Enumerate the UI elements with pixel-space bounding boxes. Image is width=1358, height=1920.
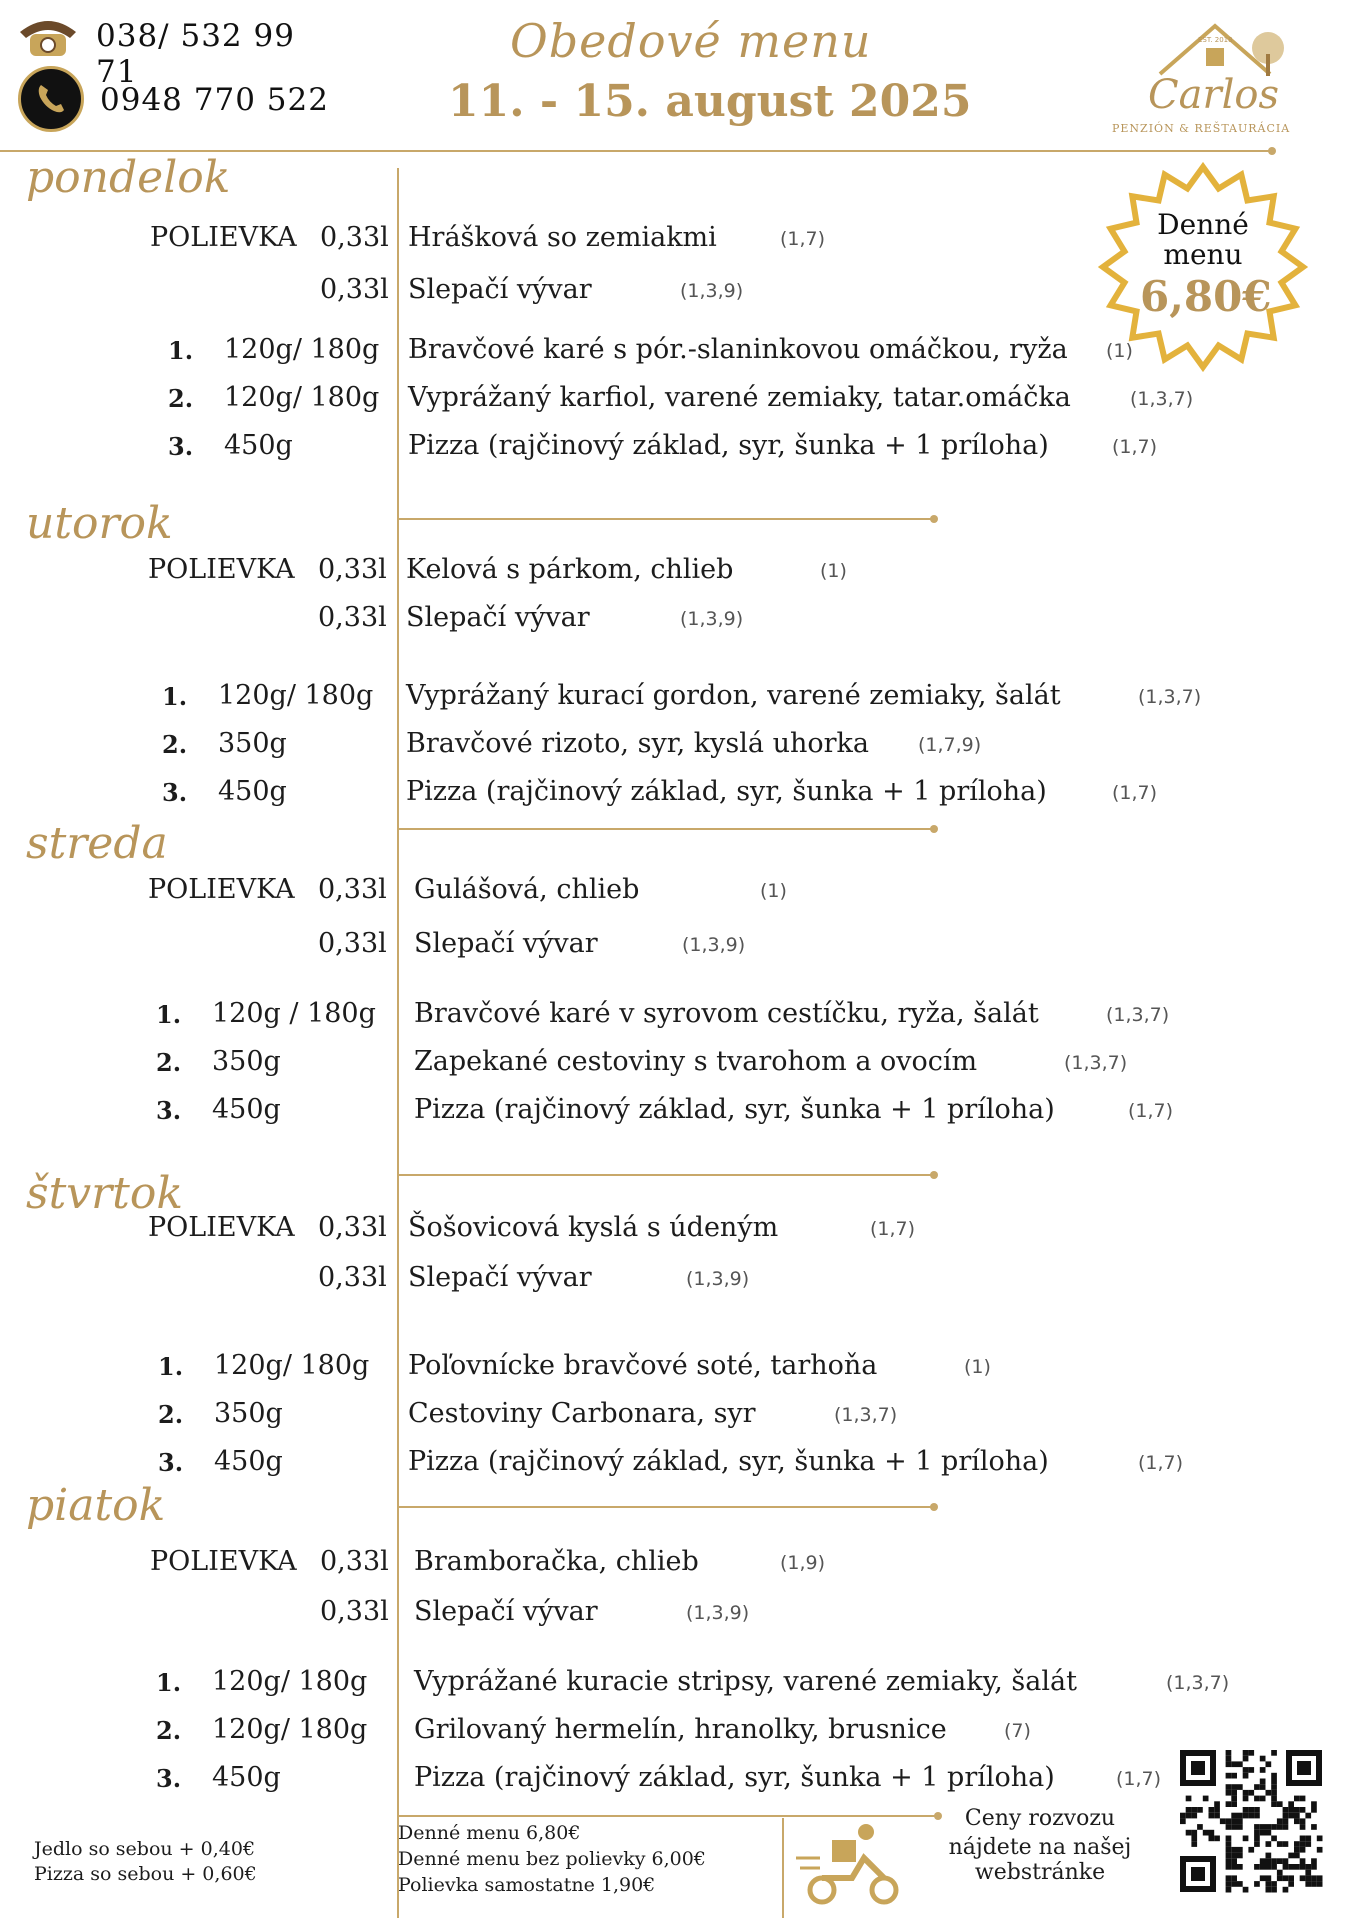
day-name-0: pondelok [26,152,231,203]
main-number: 1. [156,1000,182,1029]
main-number: 3. [158,1448,184,1477]
main-number: 2. [168,384,194,413]
main-weight: 120g/ 180g [212,1666,368,1697]
main-number: 1. [158,1352,184,1381]
main-weight: 450g [224,430,293,461]
logo-est: EST. 2018 [1198,36,1233,44]
soup-label: POLIEVKA [148,874,295,905]
main-weight: 120g/ 180g [224,382,380,413]
soup-dish: Kelová s párkom, chlieb [406,554,734,585]
day-divider [398,1506,934,1508]
menu-title: Obedové menu [510,14,872,68]
main-weight: 450g [212,1094,281,1125]
main-dish: Bravčové karé v syrovom cestíčku, ryža, šalát [414,998,1039,1029]
telephone-icon [14,14,82,58]
main-weight: 120g/ 180g [212,1714,368,1745]
main-number: 2. [158,1400,184,1429]
qr-code-icon[interactable] [1176,1746,1326,1896]
price-soup-only: Polievka samostatne 1,90€ [398,1874,656,1896]
day-divider-dot [930,825,938,833]
price-daily-menu: Denné menu 6,80€ [398,1822,581,1844]
main-allergens: (1,7) [1116,1768,1162,1790]
badge-line-2: menu [1163,238,1243,271]
soup-label: POLIEVKA [150,222,297,253]
footer-divider [398,1815,938,1817]
main-weight: 120g / 180g [212,998,376,1029]
main-number: 2. [156,1048,182,1077]
day-name-1: utorok [26,498,173,549]
soup-size: 0,33l [318,1212,387,1243]
main-allergens: (1,7,9) [918,734,982,756]
delivery-line-2: nájdete na našej [948,1835,1132,1860]
soup-dish: Slepačí vývar [414,1596,598,1627]
delivery-line-1: Ceny rozvozu [964,1806,1116,1831]
soup-dish: Slepačí vývar [406,602,590,633]
main-weight: 350g [218,728,287,759]
main-dish: Zapekané cestoviny s tvarohom a ovocím [414,1046,978,1077]
main-weight: 120g/ 180g [218,680,374,711]
badge-price: 6,80€ [1140,272,1272,321]
soup-allergens: (1,3,9) [682,934,746,956]
mobile-phone-icon [18,66,84,132]
soup-size: 0,33l [318,928,387,959]
main-allergens: (1) [1106,340,1133,362]
soup-size: 0,33l [318,602,387,633]
main-allergens: (1,7) [1138,1452,1184,1474]
column-divider [397,168,399,1918]
main-dish: Pizza (rajčinový základ, syr, šunka + 1 príloha) [408,430,1049,461]
badge-line-1: Denné [1157,208,1249,241]
phone-row-1 [14,8,344,90]
main-dish: Bravčové karé s pór.-slaninkovou omáčkou, ryža [408,334,1068,365]
main-allergens: (1,3,7) [1064,1052,1128,1074]
soup-dish: Hrášková so zemiakmi [408,222,717,253]
main-allergens: (7) [1004,1720,1031,1742]
main-dish: Poľovnícke bravčové soté, tarhoňa [408,1350,878,1381]
main-number: 2. [156,1716,182,1745]
main-allergens: (1,3,7) [1130,388,1194,410]
phone-row-2 [14,66,344,132]
main-allergens: (1,3,7) [834,1404,898,1426]
soup-size: 0,33l [320,274,389,305]
menu-date-range: 11. - 15. august 2025 [448,76,972,127]
soup-size: 0,33l [320,222,389,253]
soup-label: POLIEVKA [150,1546,297,1577]
restaurant-logo [1100,14,1320,140]
main-allergens: (1) [964,1356,991,1378]
soup-allergens: (1) [820,560,847,582]
soup-size: 0,33l [318,1262,387,1293]
takeaway-food-surcharge: Jedlo so sebou + 0,40€ [34,1838,256,1860]
main-dish: Pizza (rajčinový základ, syr, šunka + 1 príloha) [408,1446,1049,1477]
main-allergens: (1,7) [1128,1100,1174,1122]
soup-size: 0,33l [318,874,387,905]
main-weight: 120g/ 180g [214,1350,370,1381]
main-weight: 120g/ 180g [224,334,380,365]
header-divider-dot [1268,147,1276,155]
soup-dish: Slepačí vývar [414,928,598,959]
phone-number-mobile[interactable]: 0948 770 522 [100,82,329,118]
soup-allergens: (1,7) [780,228,826,250]
soup-dish: Slepačí vývar [408,274,592,305]
day-name-2: streda [26,818,168,869]
main-weight: 450g [214,1446,283,1477]
main-number: 2. [162,730,188,759]
main-allergens: (1,7) [1112,436,1158,458]
soup-size: 0,33l [320,1546,389,1577]
soup-size: 0,33l [318,554,387,585]
soup-dish: Bramboračka, chlieb [414,1546,699,1577]
soup-dish: Gulášová, chlieb [414,874,640,905]
main-dish: Grilovaný hermelín, hranolky, brusnice [414,1714,947,1745]
main-dish: Vyprážané kuracie stripsy, varené zemiaky, šalát [414,1666,1077,1697]
main-weight: 450g [218,776,287,807]
main-weight: 450g [212,1762,281,1793]
delivery-line-3: webstránke [974,1860,1106,1885]
main-allergens: (1,3,7) [1106,1004,1170,1026]
main-dish: Pizza (rajčinový základ, syr, šunka + 1 príloha) [414,1094,1055,1125]
main-dish: Cestoviny Carbonara, syr [408,1398,756,1429]
soup-allergens: (1,3,9) [686,1602,750,1624]
main-number: 3. [168,432,194,461]
soup-label: POLIEVKA [148,554,295,585]
day-divider [398,1174,934,1176]
day-name-4: piatok [26,1480,166,1531]
soup-allergens: (1,3,9) [680,280,744,302]
main-allergens: (1,3,7) [1138,686,1202,708]
main-number: 3. [156,1764,182,1793]
main-number: 1. [168,336,194,365]
soup-allergens: (1) [760,880,787,902]
main-number: 1. [156,1668,182,1697]
delivery-info [930,1806,1150,1885]
main-number: 1. [162,682,188,711]
main-allergens: (1,7) [1112,782,1158,804]
soup-size: 0,33l [320,1596,389,1627]
delivery-scooter-icon [792,1818,912,1908]
soup-dish: Slepačí vývar [408,1262,592,1293]
main-weight: 350g [214,1398,283,1429]
soup-allergens: (1,3,9) [686,1268,750,1290]
main-dish: Vyprážaný kurací gordon, varené zemiaky, šalát [406,680,1061,711]
day-divider-dot [930,515,938,523]
logo-name: Carlos [1148,72,1279,118]
day-divider-dot [930,1503,938,1511]
day-name-3: štvrtok [26,1168,183,1219]
main-weight: 350g [212,1046,281,1077]
soup-allergens: (1,9) [780,1552,826,1574]
soup-label: POLIEVKA [148,1212,295,1243]
logo-subtitle: PENZIÓN & REŠTAURÁCIA [1112,122,1291,135]
main-allergens: (1,3,7) [1166,1672,1230,1694]
soup-dish: Šošovicová kyslá s údeným [408,1212,779,1243]
main-number: 3. [156,1096,182,1125]
footer-vertical-divider [782,1818,784,1918]
day-divider [398,828,934,830]
main-number: 3. [162,778,188,807]
main-dish: Vyprážaný karfiol, varené zemiaky, tatar.omáčka [408,382,1071,413]
day-divider-dot [930,1171,938,1179]
soup-allergens: (1,7) [870,1218,916,1240]
main-dish: Pizza (rajčinový základ, syr, šunka + 1 príloha) [406,776,1047,807]
main-dish: Bravčové rizoto, syr, kyslá uhorka [406,728,869,759]
price-menu-without-soup: Denné menu bez polievky 6,00€ [398,1848,706,1870]
phone-number-landline[interactable]: 038/ 532 99 71 [96,18,295,90]
takeaway-pizza-surcharge: Pizza so sebou + 0,60€ [34,1863,257,1885]
soup-allergens: (1,3,9) [680,608,744,630]
day-divider [398,518,934,520]
main-dish: Pizza (rajčinový základ, syr, šunka + 1 príloha) [414,1762,1055,1793]
